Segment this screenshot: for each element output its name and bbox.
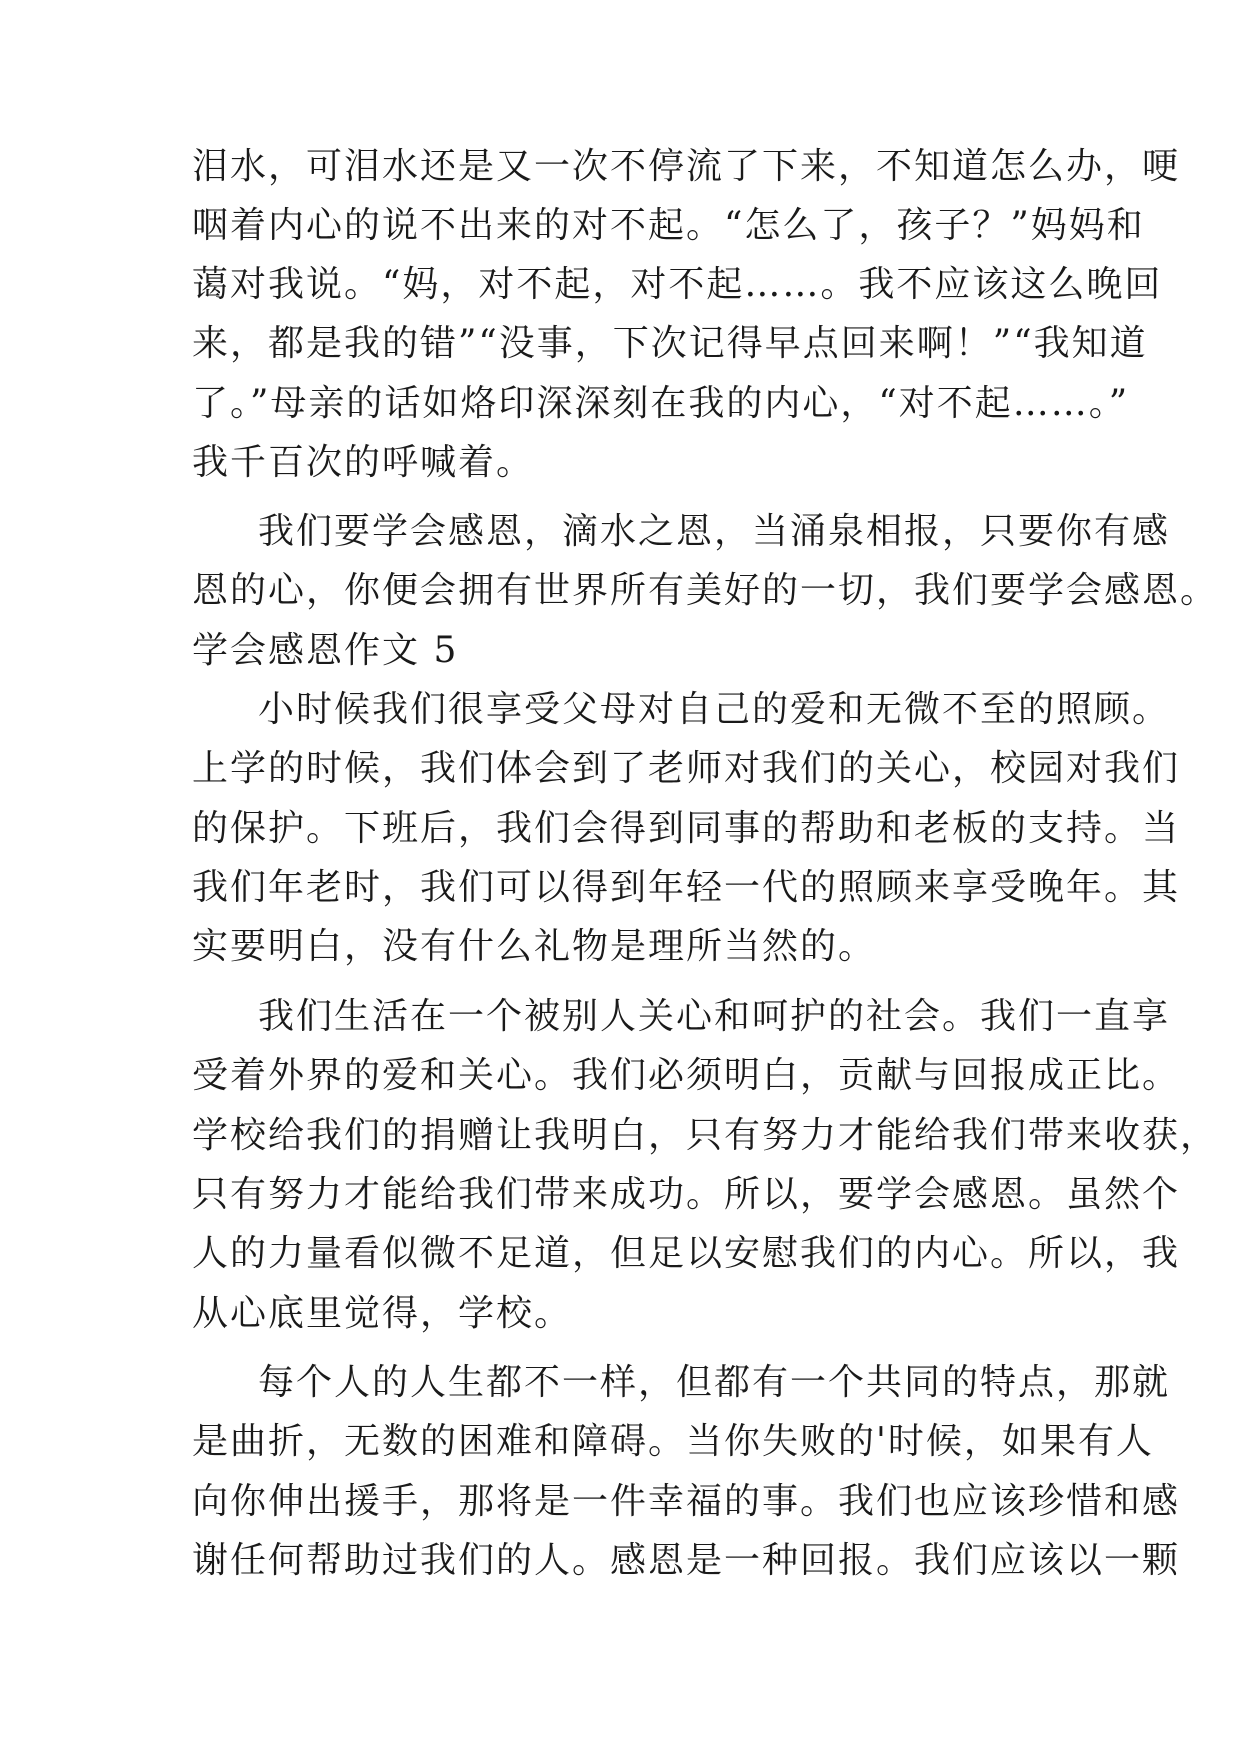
text-line: 向你伸出援手，那将是一件幸福的事。我们也应该珍惜和感 [192, 1481, 1181, 1522]
text-line: 人的力量看似微不足道，但足以安慰我们的内心。所以，我 [192, 1233, 1181, 1274]
paragraph-first-line: 我们生活在一个被别人关心和呵护的社会。我们一直享 [258, 996, 1171, 1037]
text-line: 来，都是我的错”“没事，下次记得早点回来啊！”“我知道 [192, 323, 1148, 364]
text-line: 蔼对我说。“妈，对不起，对不起……。我不应该这么晚回 [192, 264, 1163, 305]
text-line: 受着外界的爱和关心。我们必须明白，贡献与回报成正比。 [192, 1055, 1181, 1096]
text-line: 是曲折，无数的困难和障碍。当你失败的'时候，如果有人 [192, 1421, 1154, 1462]
paragraph-first-line: 小时候我们很享受父母对自己的爱和无微不至的照顾。 [258, 689, 1171, 730]
text-line: 学校给我们的捐赠让我明白，只有努力才能给我们带来收获， [192, 1115, 1219, 1156]
text-line: 我千百次的呼喊着。 [192, 442, 535, 483]
section-heading: 学会感恩作文 5 [192, 630, 459, 671]
text-line: 从心底里觉得，学校。 [192, 1293, 573, 1334]
paragraph-first-line: 我们要学会感恩，滴水之恩，当涌泉相报，只要你有感 [258, 511, 1171, 552]
text-line: 恩的心，你便会拥有世界所有美好的一切，我们要学会感恩。 [192, 570, 1219, 611]
text-line: 了。”母亲的话如烙印深深刻在我的内心，“对不起……。” [192, 383, 1130, 424]
text-line: 我们年老时，我们可以得到年轻一代的照顾来享受晚年。其 [192, 867, 1181, 908]
paragraph-first-line: 每个人的人生都不一样，但都有一个共同的特点，那就 [258, 1362, 1171, 1403]
text-line: 咽着内心的说不出来的对不起。“怎么了，孩子？”妈妈和 [192, 205, 1145, 246]
text-line: 谢任何帮助过我们的人。感恩是一种回报。我们应该以一颗 [192, 1540, 1181, 1581]
text-line: 的保护。下班后，我们会得到同事的帮助和老板的支持。当 [192, 808, 1181, 849]
text-line: 泪水，可泪水还是又一次不停流了下来，不知道怎么办，哽 [192, 146, 1181, 187]
text-line: 上学的时候，我们体会到了老师对我们的关心，校园对我们 [192, 748, 1181, 789]
text-line: 实要明白，没有什么礼物是理所当然的。 [192, 926, 877, 967]
text-line: 只有努力才能给我们带来成功。所以，要学会感恩。虽然个 [192, 1174, 1181, 1215]
